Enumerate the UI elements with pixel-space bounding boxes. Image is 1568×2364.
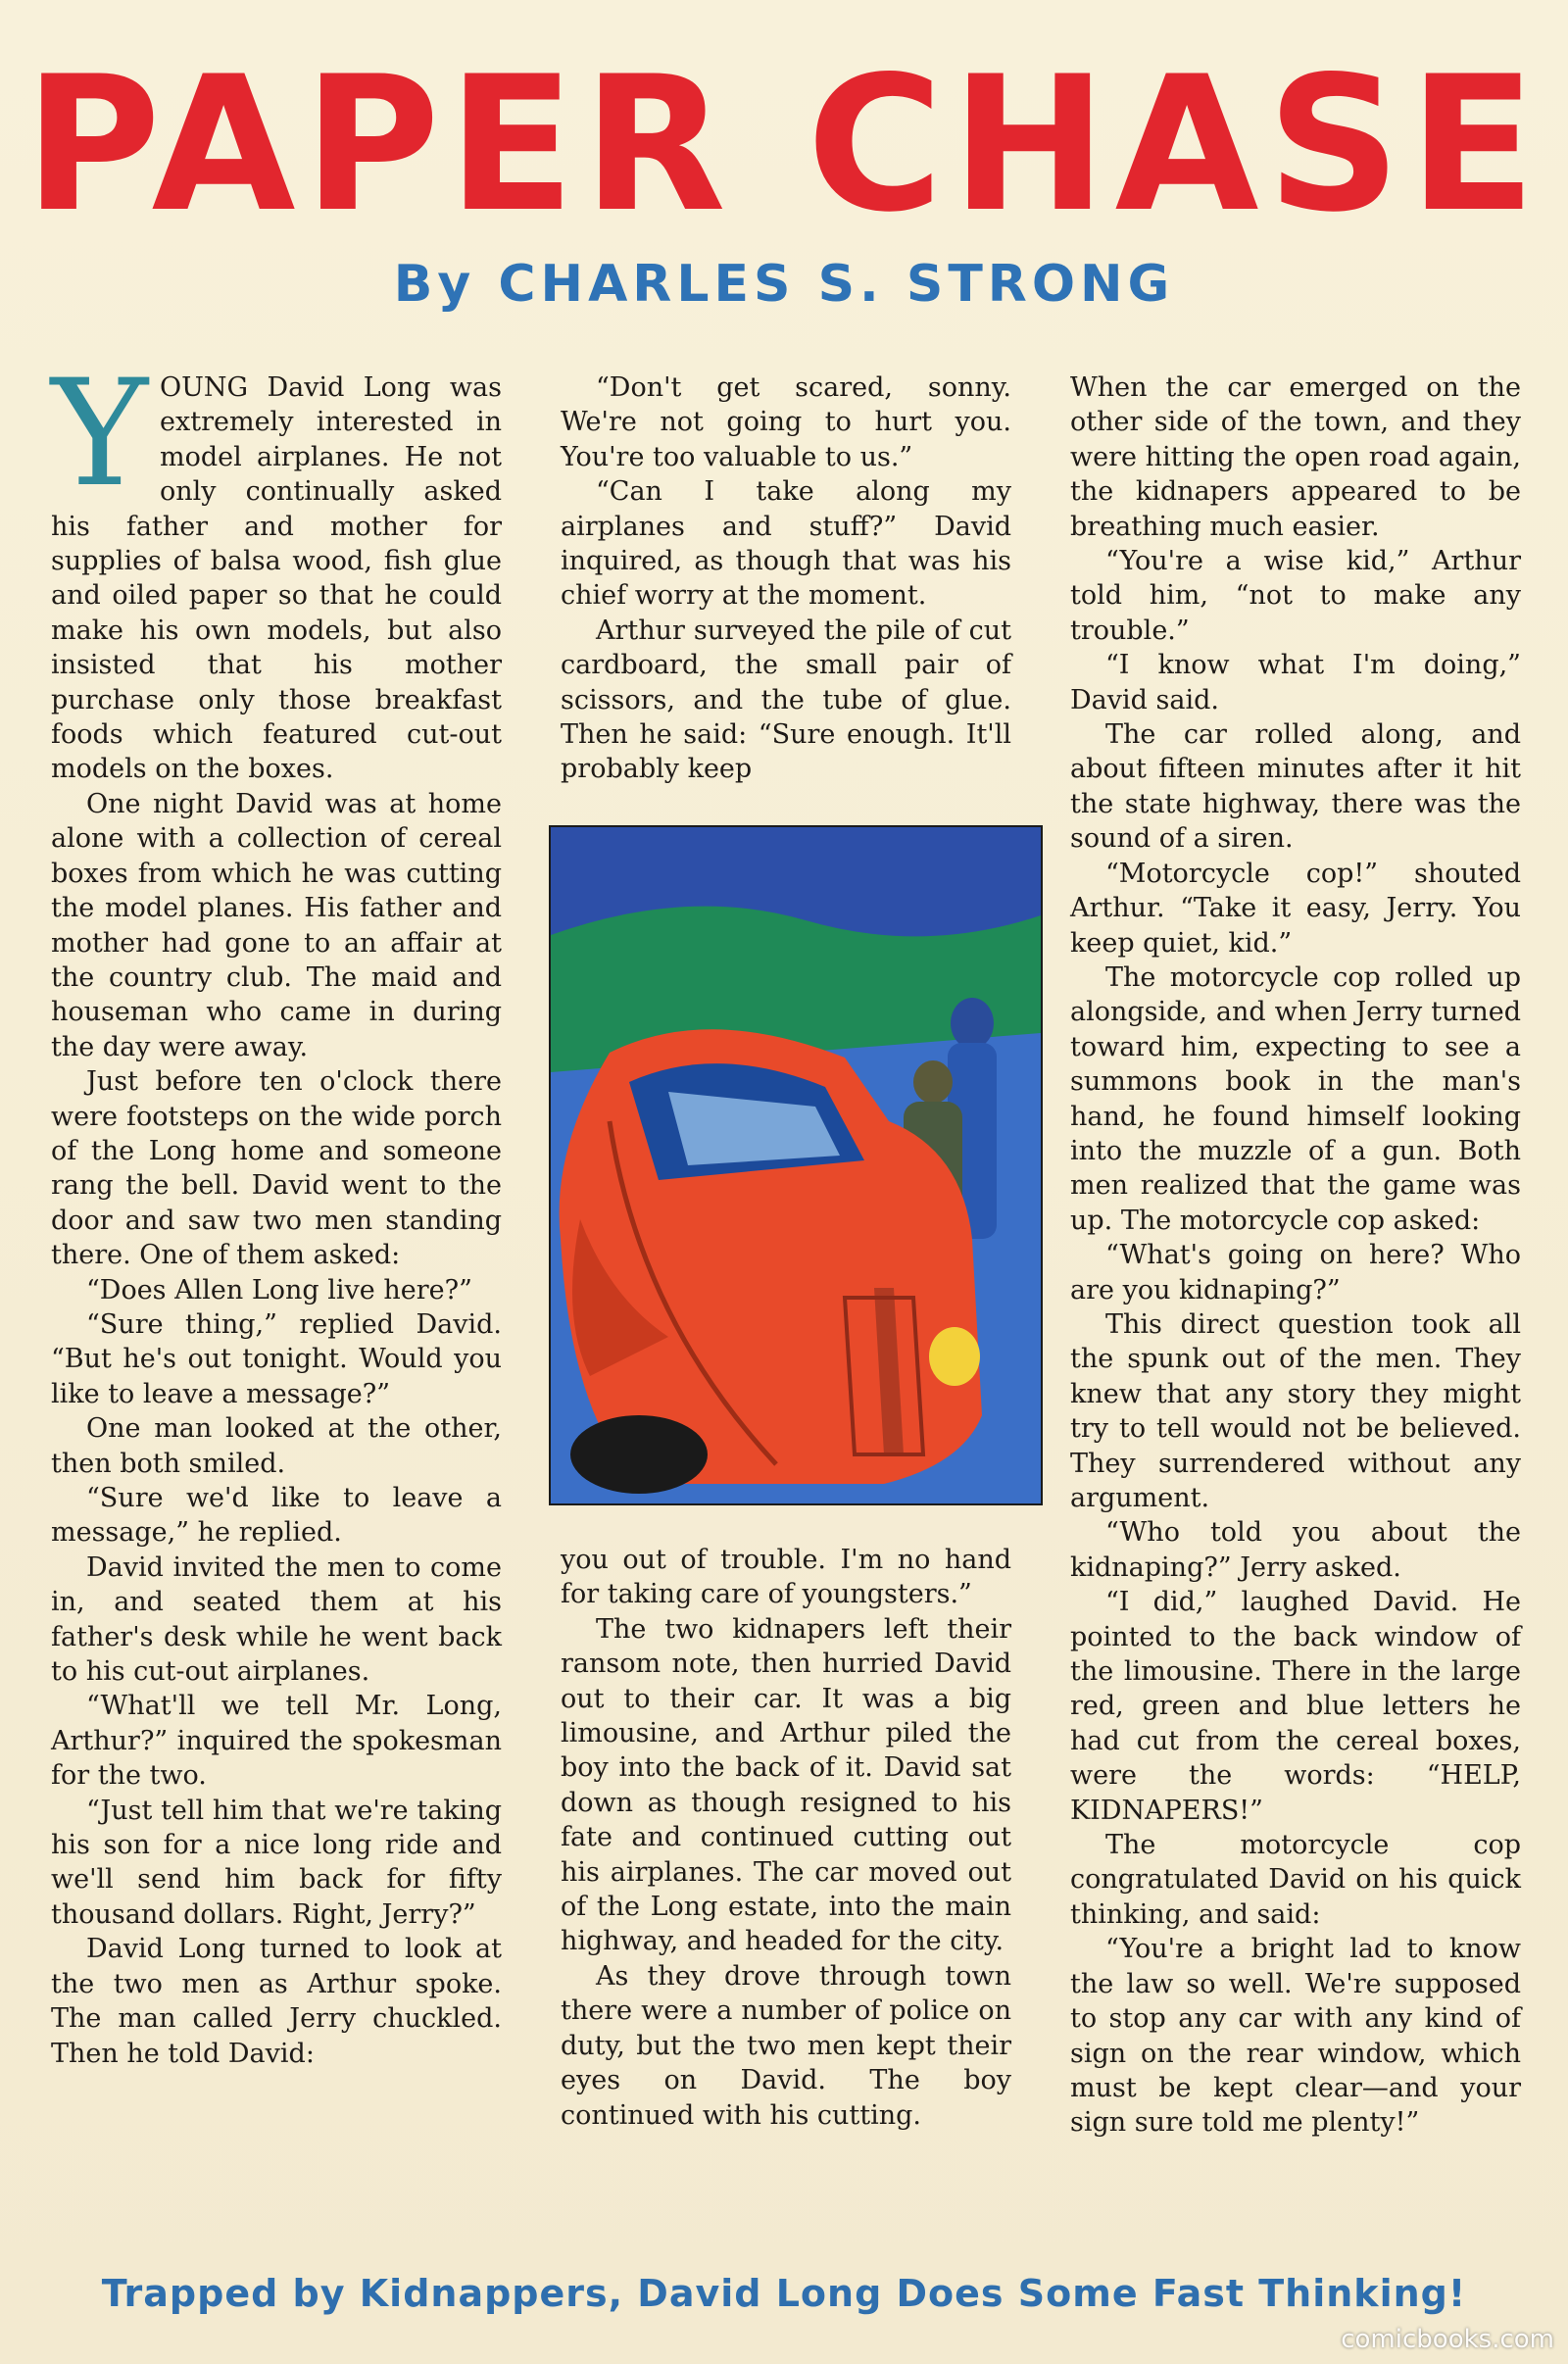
paragraph: When the car emerged on the other side of the town, and they were hitting the open road again, the kidnapers appeared to be breathing much easier. bbox=[1070, 372, 1521, 542]
paragraph: The motorcycle cop rolled up alongside, and when Jerry turned toward him, expecting to see a summons book in the man's hand, he found himself looking into the muzzle of a gun. Both men realized that the game was up. The motorcycle cop asked: bbox=[1070, 961, 1521, 1236]
text-column-1 bbox=[51, 349, 502, 2242]
car-illustration bbox=[549, 825, 1043, 1505]
text-column-3 bbox=[1070, 370, 1521, 2242]
paragraph: “Sure we'd like to leave a message,” he replied. bbox=[51, 1483, 502, 1549]
paragraph: “Who told you about the kidnaping?” Jerry asked. bbox=[1070, 1517, 1521, 1583]
paragraph: “Motorcycle cop!” shouted Arthur. “Take it easy, Jerry. You keep quiet, kid.” bbox=[1070, 858, 1521, 959]
paragraph: “I did,” laughed David. He pointed to the back window of the limousine. There in the large red, green and blue letters he had cut from the cereal boxes, were the words: “HELP, KIDNAPERS!” bbox=[1070, 1587, 1521, 1826]
paragraph: One man looked at the other, then both smiled. bbox=[51, 1413, 502, 1479]
paragraph: David Long turned to look at the two men as Arthur spoke. The man called Jerry chuckled. Then he told David: bbox=[51, 1934, 502, 2069]
paragraph: “You're a bright lad to know the law so well. We're supposed to stop any car with any kind of sign on the rear window, which must be kept clear—and your sign sure told me plenty!” bbox=[1070, 1934, 1521, 2139]
drop-cap: Y bbox=[51, 349, 149, 519]
paragraph: Just before ten o'clock there were footsteps on the wide porch of the Long home and someone rang the bell. David went to the door and saw two men standing there. One of them asked: bbox=[51, 1066, 502, 1271]
paragraph: This direct question took all the spunk out of the men. They knew that any story they might try to tell would not be believed. They surrendered without any argument. bbox=[1070, 1308, 1521, 1513]
footer-tagline: Trapped by Kidnappers, David Long Does Some Fast Thinking! bbox=[101, 2272, 1467, 2315]
text-column-2-bottom bbox=[561, 1543, 1011, 2248]
paragraph: YOUNG David Long was extremely interested in model airplanes. He not only continually asked his father and mother for supplies of balsa wood, fish glue and oiled paper so that he could make his own models, but also insisted that his mother purchase only those breakfast foods which featured cut-out models on the boxes. bbox=[51, 349, 502, 785]
paragraph: The car rolled along, and about fifteen minutes after it hit the state highway, there was the sound of a siren. bbox=[1070, 719, 1521, 855]
paragraph: The motorcycle cop congratulated David on his quick thinking, and said: bbox=[1070, 1830, 1521, 1930]
paragraph: Arthur surveyed the pile of cut cardboard, the small pair of scissors, and the tube of glue. Then he said: “Sure enough. It'll probably keep bbox=[561, 615, 1011, 785]
paragraph: David invited the men to come in, and seated them at his father's desk while he went back to his cut-out airplanes. bbox=[51, 1551, 502, 1688]
paragraph: “Sure thing,” replied David. “But he's out tonight. Would you like to leave a message?” bbox=[51, 1308, 502, 1409]
text-column-2-top bbox=[561, 370, 1011, 785]
paragraph: “What's going on here? Who are you kidnaping?” bbox=[1070, 1240, 1521, 1305]
byline: By CHARLES S. STRONG bbox=[393, 255, 1175, 314]
watermark: comicbooks.com bbox=[1341, 2325, 1554, 2354]
paragraph: One night David was at home alone with a collection of cereal boxes from which he was cutting the model planes. His father and mother had gone to an affair at the country club. The maid and houseman who came in during the day were away. bbox=[51, 788, 502, 1062]
paragraph: As they drove through town there were a number of police on duty, but the two men kept their eyes on David. The boy continued with his cutting. bbox=[561, 1960, 1011, 2131]
paragraph: “Does Allen Long live here?” bbox=[86, 1274, 472, 1305]
paragraph: The two kidnapers left their ransom note, then hurried David out to their car. It was a big limousine, and Arthur piled the boy into the back of it. David sat down as though resigned to his fate and continued cutting out his airplanes. The car moved out of the Long estate, into the main highway, and headed for the city. bbox=[561, 1613, 1011, 1957]
paragraph: “Can I take along my airplanes and stuff?” David inquired, as though that was his chief worry at the moment. bbox=[561, 476, 1011, 612]
paragraph: “I know what I'm doing,” David said. bbox=[1070, 650, 1521, 715]
story-title: PAPER CHASE bbox=[24, 36, 1544, 253]
paragraph: “Just tell him that we're taking his son for a nice long ride and we'll send him back for fifty thousand dollars. Right, Jerry?” bbox=[51, 1795, 502, 1930]
paragraph: you out of trouble. I'm no hand for taking care of youngsters.” bbox=[561, 1545, 1011, 1610]
paragraph: “You're a wise kid,” Arthur told him, “not to make any trouble.” bbox=[1070, 546, 1521, 646]
paragraph: “Don't get scared, sonny. We're not going to hurt you. You're too valuable to us.” bbox=[561, 372, 1011, 472]
paragraph: “What'll we tell Mr. Long, Arthur?” inquired the spokesman for the two. bbox=[51, 1691, 502, 1792]
car-illustration-art bbox=[551, 827, 1041, 1503]
